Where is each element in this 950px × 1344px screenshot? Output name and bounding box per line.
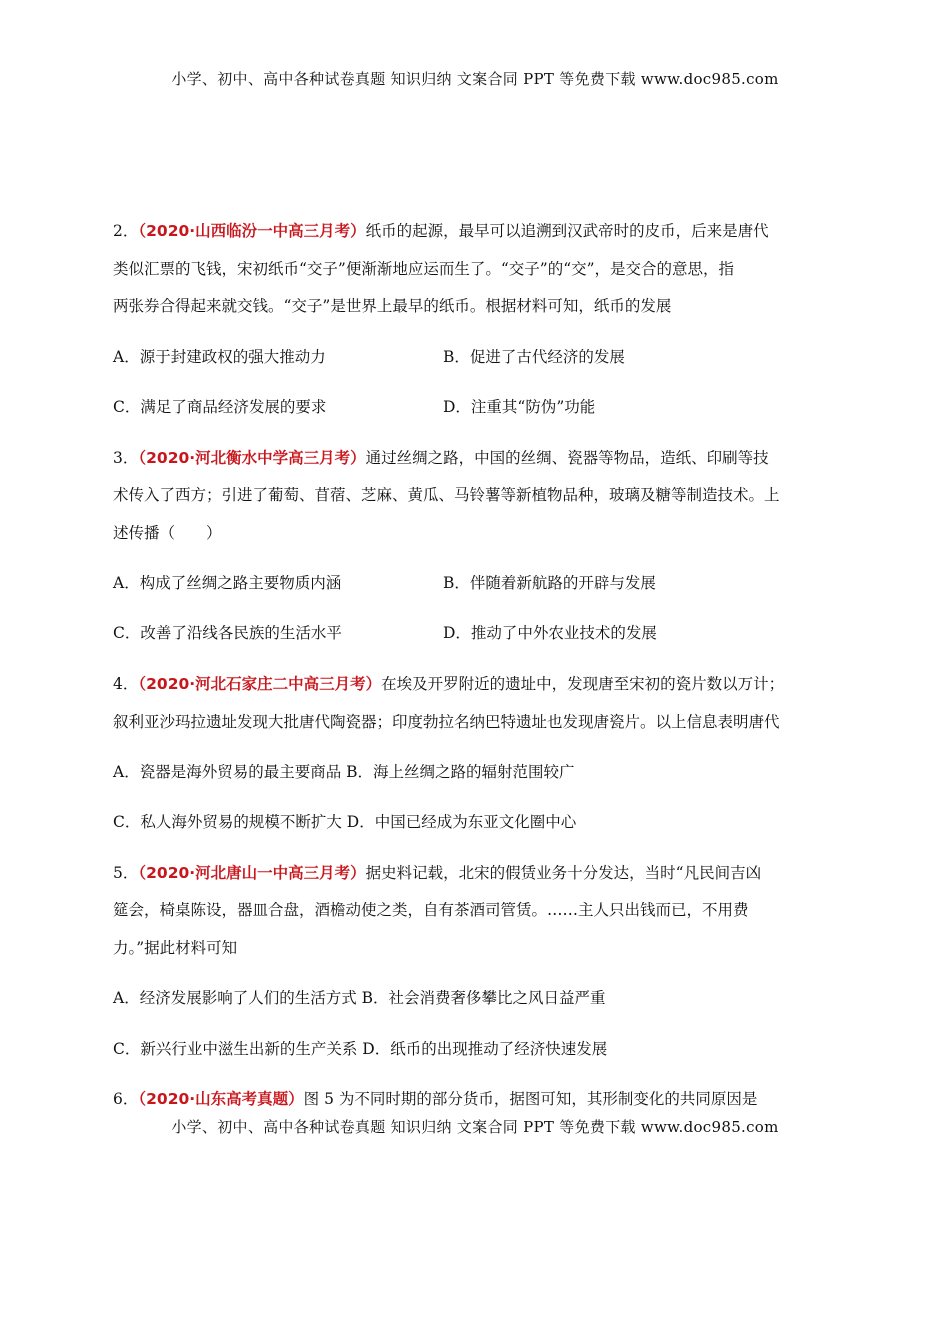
q3-option-d: D．推动了中外农业技术的发展: [443, 624, 657, 642]
q5-options-ab: A．经济发展影响了人们的生活方式 B．社会消费奢侈攀比之风日益严重: [113, 989, 606, 1007]
q2-text-1: 纸币的起源，最早可以追溯到汉武帝时的皮币，后来是唐代: [365, 222, 769, 240]
page-header: 小学、初中、高中各种试卷真题 知识归纳 文案合同 PPT 等免费下载 www.doc985.com: [171, 70, 779, 88]
q2-source: （2020·山西临汾一中高三月考）: [138, 222, 366, 240]
q3-option-a: A．构成了丝绸之路主要物质内涵: [113, 574, 342, 592]
q3-line-3: 述传播（ ）: [113, 524, 222, 542]
q6-text-1: 图 5 为不同时期的部分货币，据图可知，其形制变化的共同原因是: [303, 1090, 758, 1108]
q4-options-ab: A．瓷器是海外贸易的最主要商品 B．海上丝绸之路的辐射范围较广: [113, 763, 575, 781]
q3-line-1: [113, 446, 769, 468]
q6-source: （2020·山东高考真题）: [138, 1090, 304, 1108]
q2-line-2: 类似汇票的飞钱，宋初纸币“交子”便渐渐地应运而生了。“交子”的“交”，是交合的意思，指: [113, 260, 735, 278]
q5-line-1: [113, 861, 761, 883]
q3-option-b: B．伴随着新航路的开辟与发展: [443, 574, 656, 592]
q5-options-cd: C．新兴行业中滋生出新的生产关系 D．纸币的出现推动了经济快速发展: [113, 1040, 608, 1058]
q4-options-cd: C．私人海外贸易的规模不断扩大 D．中国已经成为东亚文化圈中心: [113, 813, 577, 831]
q4-number: 4．: [113, 675, 139, 693]
q3-source: （2020·河北衡水中学高三月考）: [138, 449, 366, 467]
q3-text-1: 通过丝绸之路，中国的丝绸、瓷器等物品，造纸、印刷等技: [365, 449, 769, 467]
q2-option-d: D．注重其“防伪”功能: [443, 398, 596, 416]
q2-option-a: A．源于封建政权的强大推动力: [113, 348, 326, 366]
q2-option-c: C．满足了商品经济发展的要求: [113, 398, 327, 416]
page-footer: 小学、初中、高中各种试卷真题 知识归纳 文案合同 PPT 等免费下载 www.doc985.com: [171, 1118, 779, 1136]
q4-source: （2020·河北石家庄二中高三月考）: [138, 675, 382, 693]
q2-line-1: [113, 219, 769, 241]
q2-number: 2．: [113, 222, 139, 240]
q3-option-c: C．改善了沿线各民族的生活水平: [113, 624, 342, 642]
q4-line-1: [113, 672, 784, 694]
q3-number: 3．: [113, 449, 139, 467]
q5-line-3: 力。”据此材料可知: [113, 939, 238, 957]
q3-line-2: 术传入了西方；引进了葡萄、苜蓿、芝麻、黄瓜、马铃薯等新植物品种，玻璃及糖等制造技术。上: [113, 486, 780, 504]
q5-source: （2020·河北唐山一中高三月考）: [138, 864, 366, 882]
q4-text-1: 在埃及开罗附近的遗址中，发现唐至宋初的瓷片数以万计；: [381, 675, 785, 693]
q5-text-1: 据史料记载，北宋的假赁业务十分发达，当时“凡民间吉凶: [365, 864, 762, 882]
q4-line-2: 叙利亚沙玛拉遗址发现大批唐代陶瓷器；印度勃拉名纳巴特遗址也发现唐瓷片。以上信息表明唐代: [113, 713, 780, 731]
q5-line-2: 筵会，椅桌陈设，器皿合盘，酒檐动使之类，自有茶酒司管赁。……主人只出钱而已，不用费: [113, 901, 749, 919]
q6-line-1: [113, 1087, 757, 1109]
q5-number: 5．: [113, 864, 139, 882]
q2-line-3: 两张券合得起来就交钱。“交子”是世界上最早的纸币。根据材料可知，纸币的发展: [113, 297, 672, 315]
q6-number: 6．: [113, 1090, 139, 1108]
q2-option-b: B．促进了古代经济的发展: [443, 348, 625, 366]
